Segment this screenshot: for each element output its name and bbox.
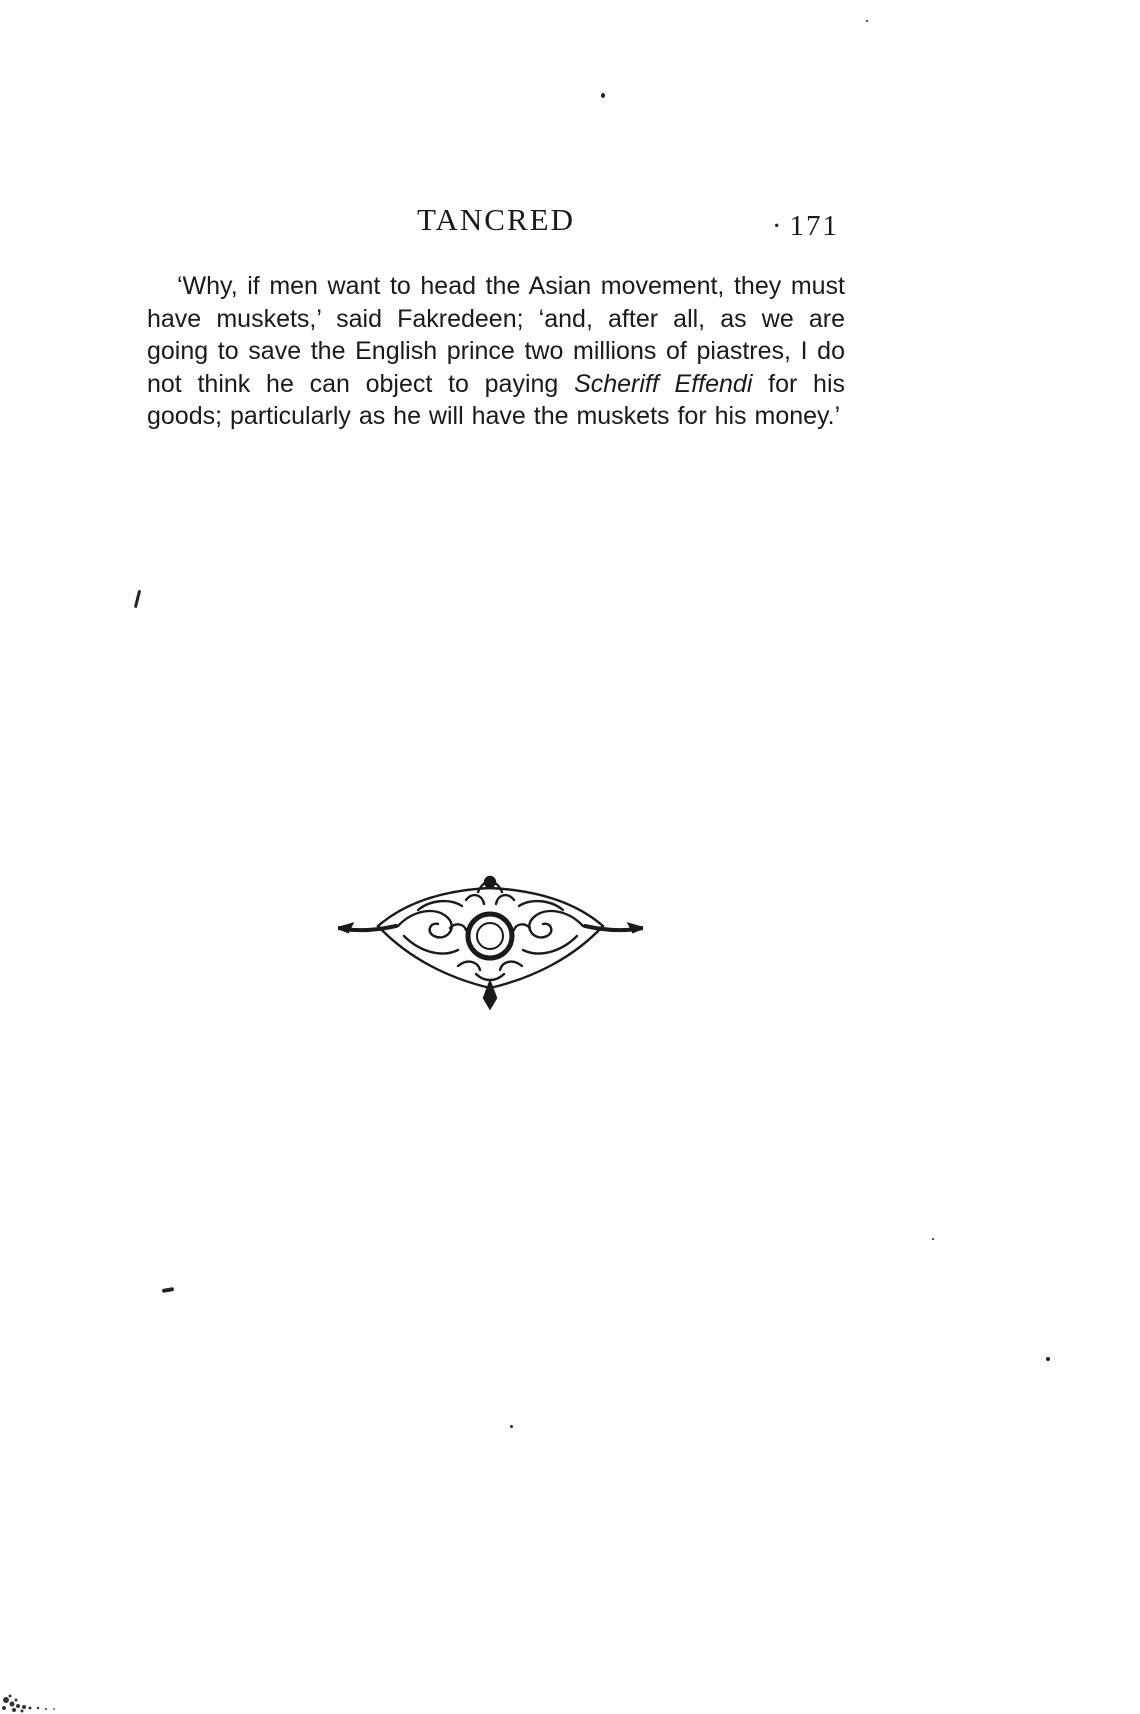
running-head <box>147 200 845 240</box>
corner-smudge-icon <box>0 1680 90 1714</box>
running-title: TANCRED <box>417 202 575 237</box>
scan-speck <box>510 1425 513 1428</box>
scan-speck <box>932 1238 934 1240</box>
scan-speck <box>1046 1357 1050 1361</box>
scan-speck <box>601 93 605 98</box>
scan-speck <box>162 1287 175 1293</box>
paragraph-text-part1: ‘Why, if men want to head the Asian movement, they must have muskets,’ said Fakredeen; ‘and, after all, as we are going to save the English prince two millions of piastres, I do not think he can object to paying <box>147 272 845 398</box>
page-number: · 171 <box>772 206 839 246</box>
fleuron-ornament-icon <box>338 870 643 1012</box>
body-paragraph <box>147 270 845 433</box>
paragraph-text-part2: for his goods; particularly as he will have the muskets for his money.’ <box>147 369 845 430</box>
paragraph-text-italic: Scheriff Effendi <box>574 369 753 398</box>
scan-speck <box>134 590 141 608</box>
scan-speck <box>866 20 868 22</box>
